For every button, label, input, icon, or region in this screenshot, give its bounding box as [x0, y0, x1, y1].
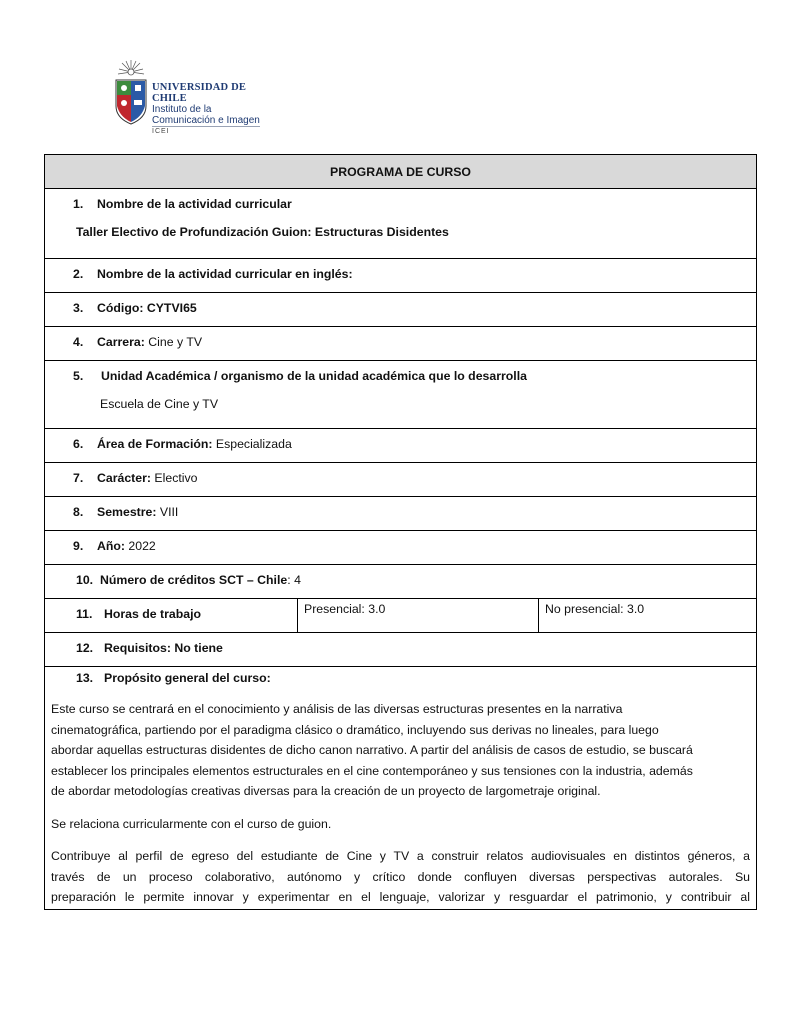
row-12-label: Requisitos: No tiene: [104, 641, 223, 655]
row-7-value: Electivo: [151, 471, 198, 485]
course-name-value: Taller Electivo de Profundización Guion: Estructuras Disidentes: [76, 225, 449, 239]
row-5: [45, 361, 757, 429]
row-3-label: Código: CYTVI65: [97, 301, 197, 315]
row-2: [45, 259, 757, 293]
p1-line-4: establecer los principales elementos estructurales en el cine contemporáneo y sus tensiones con la industria, además: [51, 763, 693, 778]
row-8-value: VIII: [156, 505, 179, 519]
row-10-number: 10.: [76, 573, 94, 587]
row-9-number: 9.: [73, 539, 84, 553]
institute-line-1: Instituto de la: [152, 104, 212, 115]
row-13-number: 13.: [76, 671, 94, 685]
row-11-number: 11.: [76, 607, 93, 621]
row-12-number: 12.: [76, 641, 94, 655]
purpose-paragraph-2: Se relaciona curricularmente con el curso de guion.: [51, 816, 332, 831]
row-5-value: Escuela de Cine y TV: [100, 397, 219, 411]
university-name: UNIVERSIDAD DE CHILE: [152, 82, 247, 104]
row-12: [45, 633, 757, 667]
p3-line-1: Contribuye al perfil de egreso del estudiante de Cine y TV a construir relatos audiovisuales en distintos géneros, a: [51, 849, 751, 863]
p1-line-5: de abordar metodologías creativas diversas para la creación de un proyecto de largometraje original.: [51, 784, 601, 798]
row-10-label: Número de créditos SCT – Chile: [100, 573, 288, 587]
row-1: [45, 189, 757, 259]
institute-acronym: ICEI: [152, 128, 170, 135]
row-9-label: Año:: [97, 539, 125, 553]
table-header-row: [45, 155, 757, 189]
purpose-paragraph-1: [51, 697, 750, 802]
row-5-label: Unidad Académica / organismo de la unidad académica que lo desarrolla: [101, 369, 527, 383]
row-11: [45, 599, 757, 633]
p1-line-2: cinematográfica, partiendo por el paradigma clásico o dramático, incluyendo sus derivas no lineales, para luego: [51, 722, 659, 737]
row-3-number: 3.: [73, 301, 84, 315]
row-8: [45, 497, 757, 531]
table-title: PROGRAMA DE CURSO: [45, 155, 757, 189]
logo-text: [152, 82, 262, 137]
institution-logo: [112, 58, 262, 135]
no-presencial-hours: No presencial: 3.0: [545, 602, 645, 616]
row-6-label: Área de Formación:: [97, 437, 213, 451]
logo-divider: [152, 126, 260, 127]
row-7-number: 7.: [73, 471, 84, 485]
p3-line-3: preparación le permite innovar y experimentar en el lenguaje, valorizar y resguardar el patrimonio, y contribuir al: [51, 890, 751, 904]
p3-line-2: través de un proceso colaborativo, autónomo y crítico donde confluyen diversas perspectivas autorales. Su: [51, 869, 751, 884]
row-4-number: 4.: [73, 335, 84, 349]
row-6-number: 6.: [73, 437, 84, 451]
row-7-label: Carácter:: [97, 471, 151, 485]
row-6: [45, 429, 757, 463]
row-13: [45, 667, 757, 910]
row-4: [45, 327, 757, 361]
course-program-table: [44, 154, 757, 910]
institute-line-2: Comunicación e Imagen: [152, 115, 260, 126]
row-1-label: Nombre de la actividad curricular: [97, 197, 292, 211]
row-2-number: 2.: [73, 267, 84, 281]
row-9: [45, 531, 757, 565]
row-6-value: Especializada: [212, 437, 292, 451]
row-4-value: Cine y TV: [144, 335, 203, 349]
row-7: [45, 463, 757, 497]
row-2-label: Nombre de la actividad curricular en inglés:: [97, 267, 353, 281]
row-10-value: : 4: [287, 573, 301, 587]
row-8-number: 8.: [73, 505, 84, 519]
presencial-hours: Presencial: 3.0: [304, 602, 386, 616]
row-10: [45, 565, 757, 599]
university-seal-icon: [112, 58, 152, 130]
row-11-label: Horas de trabajo: [104, 607, 202, 621]
p1-line-3: abordar aquellas estructuras disidentes de dicho canon narrativo. A partir del análisis de casos de estudio, se buscará: [51, 743, 693, 757]
row-3: [45, 293, 757, 327]
row-1-number: 1.: [73, 197, 84, 211]
row-5-number: 5.: [73, 369, 84, 383]
row-9-value: 2022: [125, 539, 156, 553]
row-4-label: Carrera:: [97, 335, 145, 349]
p1-line-1: Este curso se centrará en el conocimiento y análisis de las diversas estructuras presentes en la narrativa: [51, 702, 623, 716]
purpose-paragraph-3: [51, 844, 750, 908]
row-8-label: Semestre:: [97, 505, 157, 519]
row-13-label: Propósito general del curso:: [104, 671, 271, 685]
